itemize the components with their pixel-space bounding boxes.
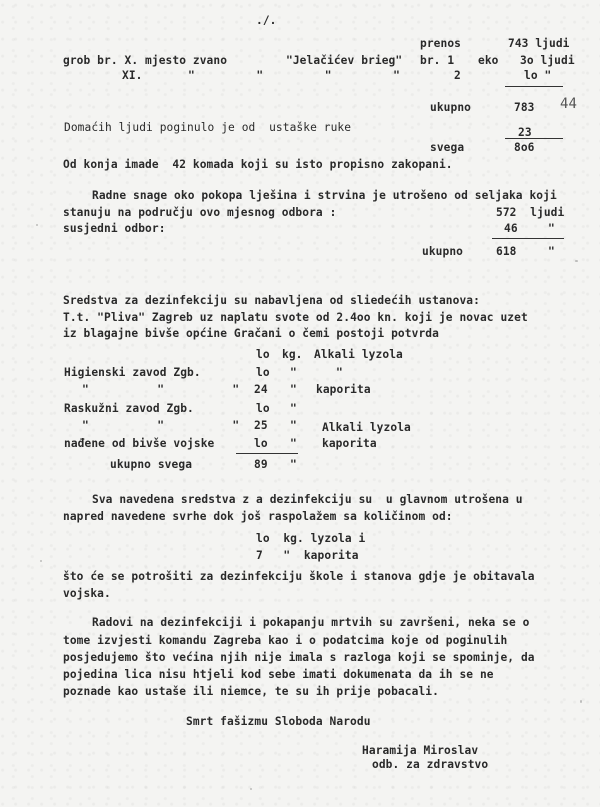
grave-row-label-2: XI. <box>122 69 143 82</box>
forces-line-2: stanuju na području ovo mjesnog odbora : <box>63 206 337 219</box>
grave-count: 3o ljudi <box>520 54 575 67</box>
supply-unit: " <box>290 419 297 432</box>
remaining-item-2: 7 " kaporita <box>256 549 359 562</box>
supply-qty: lo <box>256 402 270 415</box>
closing-line-4: pojedina lica nisu htjeli kod sebe imati dokumenata da ih se ne <box>63 668 494 681</box>
closing-line-1: Radovi na dezinfekciji i pokapanju mrtvih su završeni, neka se o <box>92 616 530 629</box>
grave-number: br. 1 <box>420 54 455 67</box>
supply-qty: 25 <box>254 419 268 432</box>
supply-source: " " " <box>82 419 240 432</box>
supply-item: kaporita <box>322 437 377 450</box>
supply-source: " " " <box>82 383 240 396</box>
supplies-total-value: 89 <box>254 458 268 471</box>
remaining-line-2: napred navedene svrhe dok još raspolažem sa količinom od: <box>63 510 453 523</box>
grave-eko: eko <box>478 54 499 67</box>
remaining-line-3: što će se potrošiti za dezinfekciju škole i stanova gdje je obitavala <box>63 570 535 583</box>
supplies-total-label: ukupno svega <box>110 458 193 471</box>
supply-qty: lo <box>254 437 268 450</box>
closing-line-3: posjedujemo što većina njih nije imala s razloga koji se spominje, da <box>63 651 535 664</box>
domestic-casualties-text: Domaćih ljudi poginulo je od ustaške ruke <box>64 121 352 134</box>
forces-ditto: " <box>548 222 555 235</box>
sum-line-2 <box>505 138 563 139</box>
supply-unit: " <box>290 366 297 379</box>
funds-line-1: Sredstva za dezinfekciju su nabavljena od sliedećih ustanova: <box>63 294 480 307</box>
remaining-line-1: Sva navedena sredstva z a dezinfekciju su u glavnom utrošena u <box>92 493 523 506</box>
supply-unit: " <box>290 383 297 396</box>
forces-total-label: ukupno <box>422 245 464 258</box>
grave-number-2: 2 <box>454 69 461 82</box>
carry-over-value: 743 ljudi <box>508 37 570 50</box>
funds-line-3: iz blagajne bivše općine Gračani o čemi postoji potvrda <box>63 327 439 340</box>
supply-item: " <box>336 366 343 379</box>
supply-qty: lo <box>256 366 270 379</box>
forces-total-value: 618 <box>496 245 517 258</box>
forces-line-1: Radne snage oko pokopa lješina i strvina je utrošeno od seljaka koji <box>92 189 557 202</box>
supply-qty: 24 <box>254 383 268 396</box>
supply-unit: " <box>290 437 297 450</box>
supply-source: Raskužni zavod Zgb. <box>64 402 194 415</box>
supply-item: kaporita <box>316 383 371 396</box>
handwritten-annotation: 44 <box>560 96 578 112</box>
scan-speck <box>580 700 582 703</box>
supply-source: nađene od bivše vojske <box>64 437 215 450</box>
scan-speck <box>40 560 42 562</box>
supply-qty: lo <box>256 348 270 361</box>
supply-source: Higienski zavod Zgb. <box>64 366 201 379</box>
sum-line-3 <box>492 238 564 239</box>
scan-speck <box>36 224 38 226</box>
supply-unit: " <box>290 402 297 415</box>
grave-ditto-marks: " " " " <box>188 69 400 82</box>
grave-count-2: lo " <box>524 69 552 82</box>
signature-name: Haramija Miroslav <box>362 744 479 757</box>
total-label-1: ukupno <box>430 101 472 114</box>
page-continuation-mark: ./. <box>256 14 277 27</box>
funds-line-2: T.t. "Pliva" Zagreb uz naplatu svote od 2.4oo kn. koji je novac uzet <box>63 311 528 324</box>
grave-location: "Jelačićev brieg" <box>286 54 403 67</box>
forces-line-3: susjedni odbor: <box>63 222 166 235</box>
scan-speck <box>250 788 252 790</box>
svega-value: 8o6 <box>514 141 535 154</box>
carry-over-label: prenos <box>420 37 462 50</box>
sum-line-4 <box>236 453 298 454</box>
salute: Smrt fašizmu Sloboda Narodu <box>186 715 371 728</box>
supplies-total-unit: " <box>290 458 297 471</box>
grave-row-label: grob br. X. mjesto zvano <box>63 54 228 67</box>
scan-speck <box>575 260 578 262</box>
svega-label: svega <box>430 141 465 154</box>
forces-value-2: 46 <box>504 222 518 235</box>
forces-value-1: 572 ljudi <box>496 206 565 219</box>
total-value-1: 783 <box>514 101 535 114</box>
horses-text: Od konja imade 42 komada koji su isto propisno zakopani. <box>63 158 453 171</box>
remaining-line-4: vojska. <box>63 587 111 600</box>
supply-item: Alkali lyzola <box>314 348 403 361</box>
remaining-item-1: lo kg. lyzola i <box>256 532 366 545</box>
domestic-casualties-value: 23 <box>518 126 532 139</box>
closing-line-5: poznade kao ustaše ili niemce, te su ih prije pobacali. <box>63 685 439 698</box>
forces-total-ditto: " <box>548 245 555 258</box>
signature-role: odb. za zdravstvo <box>372 758 489 771</box>
closing-line-2: tome izvjesti komandu Zagreba kao i o podatcima koje od poginulih <box>63 634 508 647</box>
supply-item: Alkali lyzola <box>322 421 411 434</box>
supply-unit: kg. <box>282 348 303 361</box>
sum-line-1 <box>505 86 563 87</box>
